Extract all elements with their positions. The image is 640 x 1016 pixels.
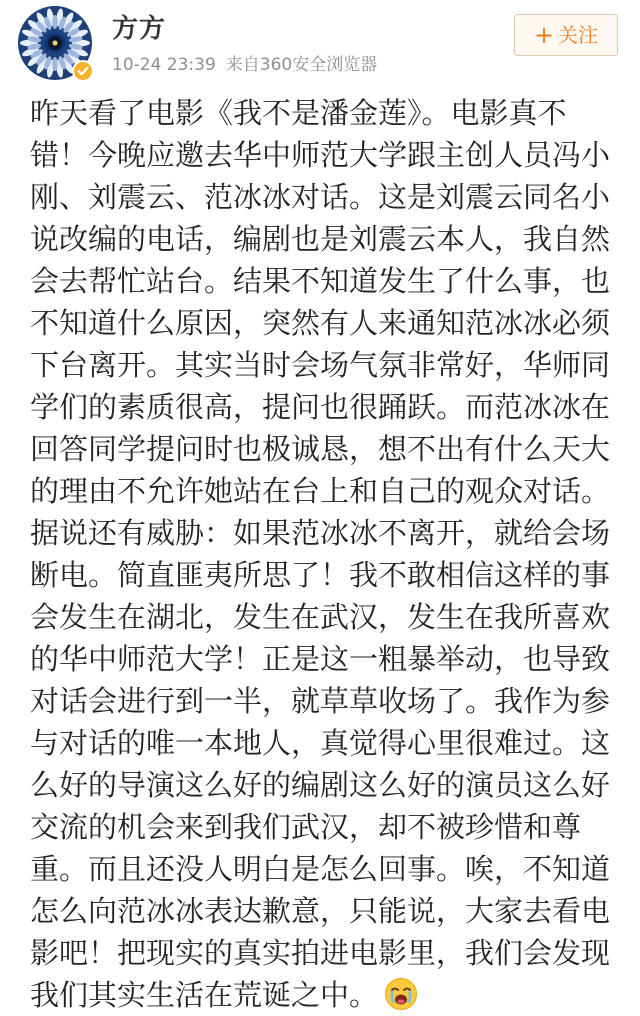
- author-avatar[interactable]: [18, 6, 92, 80]
- post-header: [0, 0, 640, 92]
- post-text-line: 说改编的电话，编剧也是刘震云本人，我自然: [30, 222, 611, 256]
- follow-button-label: 关注: [558, 23, 599, 47]
- post-text-line: 学们的素质很高，提问也很踊跃。而范冰冰在: [30, 390, 611, 424]
- post-text-line: 错！今晚应邀去华中师范大学跟主创人员冯小: [30, 138, 611, 172]
- post-text-line: 不知道什么原因，突然有人来通知范冰冰必须: [30, 306, 611, 340]
- post-timestamp: 10-24 23:39: [112, 55, 216, 75]
- post-text-line: 昨天看了电影《我不是潘金莲》。电影真不: [30, 96, 567, 130]
- plus-icon: +: [533, 21, 555, 49]
- post-text-line: 的理由不允许她站在台上和自己的观众对话。: [30, 474, 611, 508]
- post-text-line: 么好的导演这么好的编剧这么好的演员这么好: [30, 768, 611, 802]
- post-text-line: 怎么向范冰冰表达歉意，只能说，大家去看电: [30, 894, 611, 928]
- post-text-line: 我们其实生活在荒诞之中。: [30, 978, 379, 1012]
- post-body: [30, 92, 630, 1016]
- author-name[interactable]: 方方: [112, 14, 167, 44]
- post-text-line: 会发生在湖北，发生在武汉，发生在我所喜欢: [30, 600, 611, 634]
- post-meta: [112, 50, 377, 75]
- post-source: 来自360安全浏览器: [225, 55, 378, 75]
- verified-badge-icon: [72, 60, 94, 82]
- follow-button[interactable]: [514, 14, 618, 56]
- post-text-line: 交流的机会来到我们武汉，却不被珍惜和尊: [30, 810, 582, 844]
- post-text-line: 重。而且还没人明白是怎么回事。唉，不知道: [30, 852, 611, 886]
- avatar-petal: [52, 15, 58, 29]
- post-text-line: 的华中师范大学！正是这一粗暴举动，也导致: [30, 642, 611, 676]
- crying-face-emoji-icon: [384, 977, 418, 1011]
- post-text-line: 对话会进行到一半，就草草收场了。我作为参: [30, 684, 611, 718]
- post-text-line: 据说还有威胁：如果范冰冰不离开，就给会场: [30, 516, 611, 550]
- post-text-line: 断电。简直匪夷所思了！我不敢相信这样的事: [30, 558, 611, 592]
- post-text-line: 下台离开。其实当时会场气氛非常好，华师同: [30, 348, 611, 382]
- post-text-line: 回答同学提问时也极诚恳，想不出有什么天大: [30, 432, 611, 466]
- post-text-line: 与对话的唯一本地人，真觉得心里很难过。这: [30, 726, 611, 760]
- post-text-line: 会去帮忙站台。结果不知道发生了什么事，也: [30, 264, 611, 298]
- avatar-petal: [52, 57, 58, 71]
- post-text-last-line: [30, 974, 630, 1016]
- post-text-line: 刚、刘震云、范冰冰对话。这是刘震云同名小: [30, 180, 611, 214]
- post-text-line: 影吧！把现实的真实拍进电影里，我们会发现: [30, 936, 611, 970]
